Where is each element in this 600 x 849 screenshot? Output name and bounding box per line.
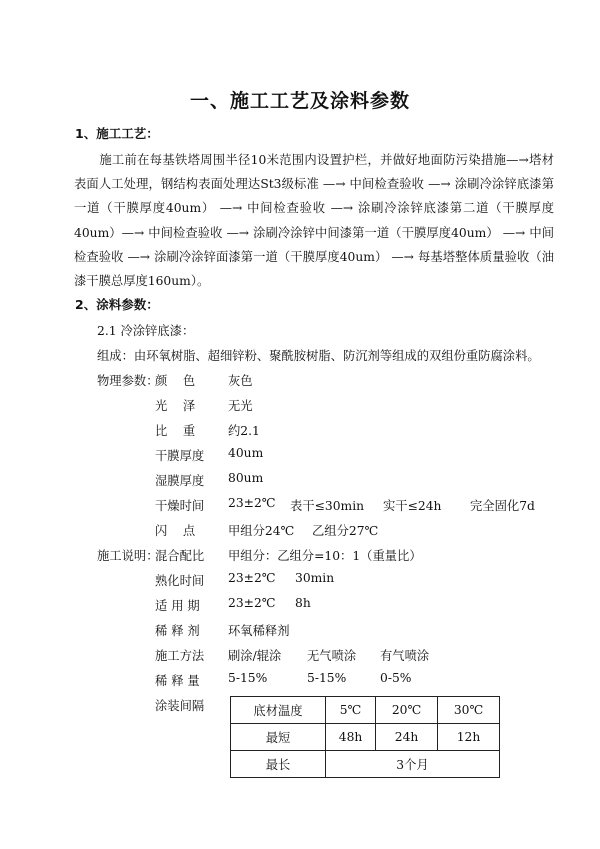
param-value: 23±2℃ — [228, 596, 276, 610]
param-label: 施工方法 — [155, 649, 205, 663]
table-header-row — [231, 697, 500, 724]
table-cell: 30℃ — [438, 697, 500, 724]
table-cell: 底材温度 — [231, 697, 326, 724]
param-value: 无气喷涂 — [307, 649, 357, 663]
param-value: 无光 — [228, 399, 253, 413]
param-label: 适 用 期 — [155, 599, 200, 613]
param-value: 23±2℃ — [228, 571, 276, 585]
param-value: 80um — [228, 471, 264, 485]
param-label: 稀 释 量 — [155, 674, 200, 688]
table-cell: 5℃ — [326, 697, 376, 724]
table-row — [231, 751, 500, 778]
section2-heading: 2、涂料参数： — [75, 297, 159, 312]
physical-params-label: 物理参数： — [97, 374, 159, 388]
param-value: 乙组分27℃ — [312, 524, 379, 538]
param-label: 干燥时间 — [155, 499, 205, 513]
param-value: 环氧稀释剂 — [228, 624, 290, 638]
param-label: 稀 释 剂 — [155, 624, 200, 638]
composition-text: 组成：由环氧树脂、超细锌粉、聚酰胺树脂、防沉剂等组成的双组份重防腐涂料。 — [97, 349, 540, 363]
table-cell: 最长 — [231, 751, 326, 778]
param-value: 5-15% — [307, 671, 347, 685]
param-label: 熟化时间 — [155, 574, 205, 588]
table-cell: 20℃ — [376, 697, 438, 724]
param-value: 甲组分：乙组分=10：1（重量比） — [228, 549, 422, 563]
param-value: 有气喷涂 — [380, 649, 430, 663]
section1-heading: 1、施工工艺： — [75, 126, 159, 141]
param-label: 颜 色 — [155, 374, 196, 388]
table-cell: 48h — [326, 724, 376, 751]
coating-interval-table — [230, 696, 500, 778]
param-value: 23±2℃ — [228, 496, 276, 510]
table-row — [231, 724, 500, 751]
param-value: 0-5% — [380, 671, 412, 685]
param-value: 5-15% — [228, 671, 268, 685]
param-value: 甲组分24℃ — [228, 524, 295, 538]
param-label: 干膜厚度 — [155, 449, 205, 463]
param-value: 8h — [295, 596, 311, 610]
param-value: 完全固化7d — [470, 499, 535, 513]
subsection-title: 2.1 冷涂锌底漆： — [97, 324, 195, 338]
process-text: 施工前在每基铁塔周围半径10米范围内设置护栏，并做好地面防污染措施—→塔材表面人工处理，钢结构表面处理达St3级标准 —→ 中间检查验收 —→ 涂刷冷涂锌底漆第一道（干膜厚度40um） —→ 中间检查验收 —→ 涂刷冷涂锌底漆第二道（干膜厚度40um）—→ 中间检查验收 —→ 涂刷冷涂锌中间漆第一道（干膜厚度40um） —→ 中间检查验收 —→ 涂刷冷涂锌面漆第一道（干膜厚度40um） —→ 每基塔整体质量验收（油漆干膜总厚度160um）。 — [74, 153, 554, 289]
table-cell: 3个月 — [326, 751, 500, 778]
param-label: 湿膜厚度 — [155, 474, 205, 488]
table-cell: 12h — [438, 724, 500, 751]
param-label: 比 重 — [155, 424, 196, 438]
param-value: 表干≤30min — [290, 499, 365, 513]
param-label: 闪 点 — [155, 524, 196, 538]
process-paragraph — [74, 148, 554, 293]
param-label: 涂装间隔 — [155, 699, 205, 713]
construction-label: 施工说明： — [97, 549, 159, 563]
table-cell: 最短 — [231, 724, 326, 751]
param-label: 混合配比 — [155, 549, 205, 563]
param-value: 灰色 — [228, 374, 253, 388]
param-value: 刷涂/辊涂 — [228, 649, 282, 663]
param-value: 约2.1 — [228, 424, 260, 438]
page-title: 一、施工工艺及涂料参数 — [189, 90, 410, 112]
param-value: 30min — [295, 571, 335, 585]
param-label: 光 泽 — [155, 399, 196, 413]
param-value: 实干≤24h — [383, 499, 442, 513]
param-value: 40um — [228, 446, 264, 460]
table-cell: 24h — [376, 724, 438, 751]
